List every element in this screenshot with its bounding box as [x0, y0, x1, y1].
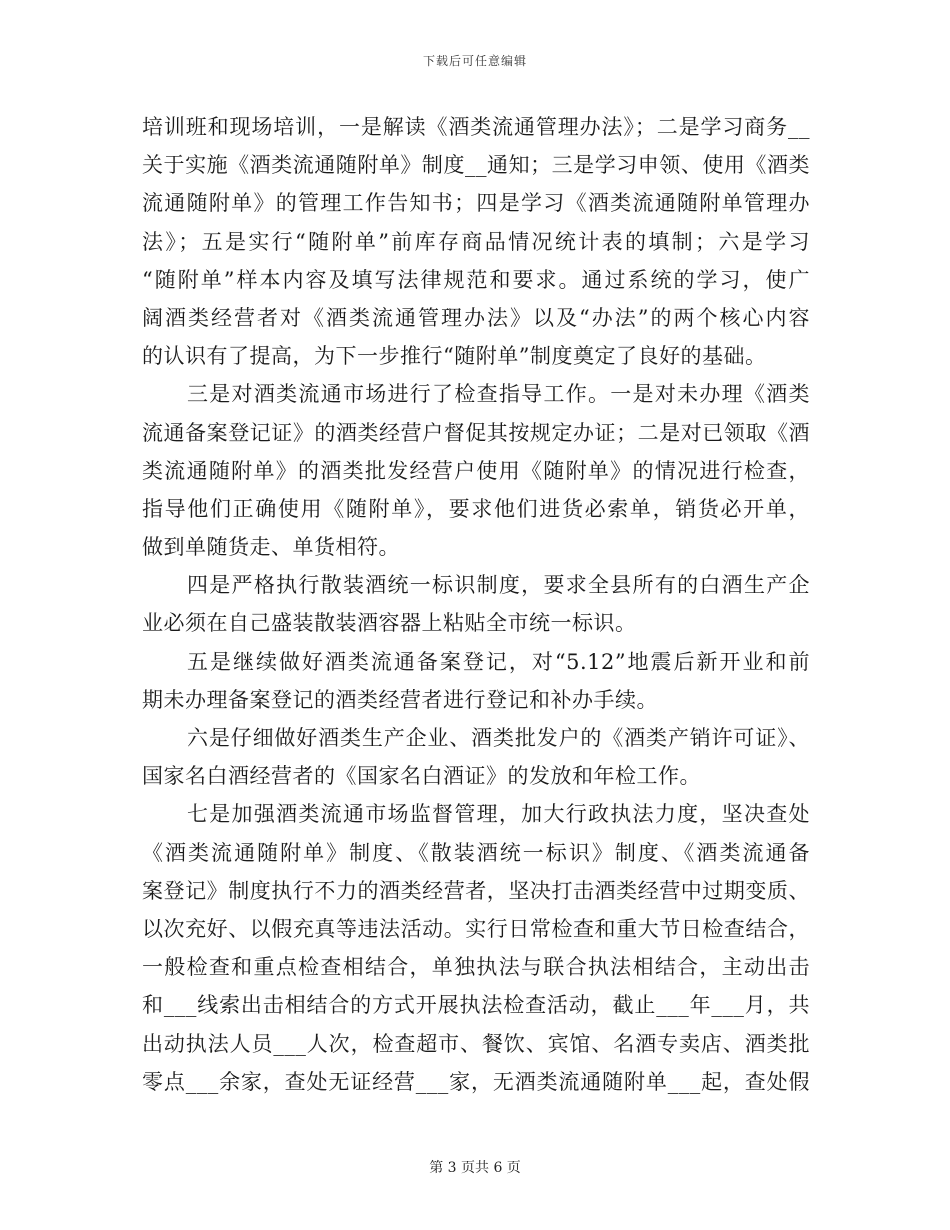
text-line: 流通随附单》的管理工作告知书；四是学习《酒类流通随附单管理办 [142, 191, 810, 216]
text-line: 案登记》制度执行不力的酒类经营者，坚决打击酒类经营中过期变质、 [142, 878, 810, 903]
text-line: 关于实施《酒类流通随附单》制度__通知；三是学习申领、使用《酒类 [142, 153, 810, 178]
text-line: 业必须在自己盛装散装酒容器上粘贴全市统一标识。 [142, 611, 637, 636]
text-line: 流通备案登记证》的酒类经营户督促其按规定办证；二是对已领取《酒 [142, 420, 810, 445]
text-line: 国家名白酒经营者的《国家名白酒证》的发放和年检工作。 [142, 764, 701, 789]
text-line: 指导他们正确使用《随附单》，要求他们进货必索单，销货必开单， [142, 496, 810, 521]
page-header: 下载后可任意编辑 [422, 54, 527, 68]
text-line: 五是继续做好酒类流通备案登记，对“5.12”地震后新开业和前 [187, 649, 810, 674]
text-line: 出动执法人员___人次，检查超市、餐饮、宾馆、名酒专卖店、酒类批 [142, 1031, 810, 1056]
text-line: 一般检查和重点检查相结合，单独执法与联合执法相结合，主动出击 [142, 955, 810, 980]
text-line: 阔酒类经营者对《酒类流通管理办法》以及“办法”的两个核心内容 [142, 305, 810, 330]
text-line: 期未办理备案登记的酒类经营者进行登记和补办手续。 [142, 687, 658, 712]
text-line: 法》；五是实行“随附单”前库存商品情况统计表的填制；六是学习 [142, 229, 810, 254]
text-line: 零点___余家，查处无证经营___家，无酒类流通随附单___起，查处假 [142, 1069, 810, 1094]
text-line: 七是加强酒类流通市场监督管理，加大行政执法力度，坚决查处 [187, 802, 810, 827]
text-line: 做到单随货走、单货相符。 [142, 535, 400, 560]
text-line: “随附单”样本内容及填写法律规范和要求。通过系统的学习，使广 [142, 267, 810, 292]
text-line: 类流通随附单》的酒类批发经营户使用《随附单》的情况进行检查， [142, 458, 810, 483]
text-line: 三是对酒类流通市场进行了检查指导工作。一是对未办理《酒类 [187, 382, 810, 407]
text-line: 六是仔细做好酒类生产企业、酒类批发户的《酒类产销许可证》、 [187, 726, 810, 750]
text-line: 以次充好、以假充真等违法活动。实行日常检查和重大节日检查结合， [142, 916, 810, 941]
text-line: 四是严格执行散装酒统一标识制度，要求全县所有的白酒生产企 [187, 573, 810, 598]
page-number-footer: 第 3 页共 6 页 [429, 1160, 521, 1176]
text-line: 的认识有了提高，为下一步推行“随附单”制度奠定了良好的基础。 [142, 344, 767, 369]
document-body [142, 108, 810, 1101]
text-line: 和___线索出击相结合的方式开展执法检查活动，截止___年___月，共 [142, 993, 810, 1018]
text-line: 培训班和现场培训，一是解读《酒类流通管理办法》；二是学习商务__ [142, 115, 810, 139]
text-line: 《酒类流通随附单》制度、《散装酒统一标识》制度、《酒类流通备 [142, 840, 810, 865]
